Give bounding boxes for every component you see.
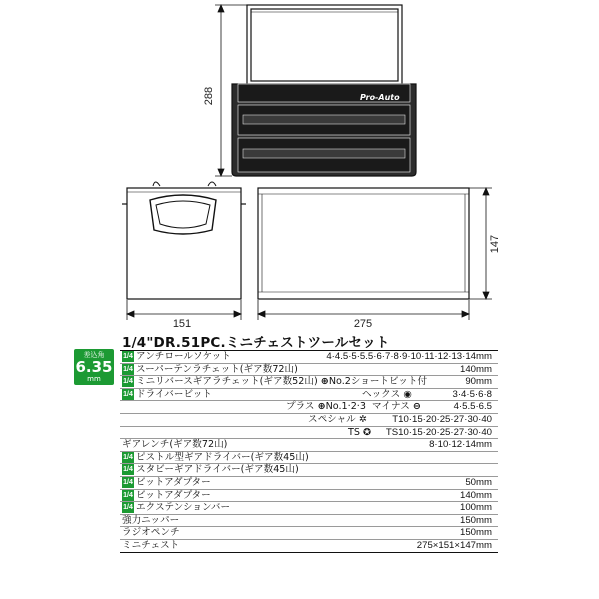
parts-list: [120, 350, 498, 553]
part-label: ビットアダプター: [136, 476, 211, 488]
part-value: 140mm: [460, 363, 492, 375]
product-title: 1/4"DR.51PC.ミニチェストツールセット: [122, 335, 390, 351]
part-value: 100mm: [460, 502, 492, 514]
bit-type-label: マイナス: [372, 401, 410, 413]
list-item: [120, 401, 498, 414]
part-label: ミニリバースギアラチェット(ギア数52山): [136, 376, 318, 388]
part-label: ラジオペンチ: [122, 527, 180, 539]
height-label: 288: [203, 86, 215, 106]
bit-type-label: ヘックス: [362, 388, 401, 400]
width-label: 275: [353, 318, 373, 330]
list-item: [120, 364, 498, 377]
list-item: [120, 502, 498, 515]
quarter-inch-icon: 1/4: [123, 353, 133, 360]
drive-badge-unit: mm: [87, 375, 101, 383]
part-label: ドライバービット: [136, 388, 212, 400]
part-label: 強力ニッパー: [122, 514, 180, 526]
part-label: ビットアダプター: [136, 489, 211, 501]
depth-dimension: [127, 300, 241, 320]
quarter-inch-icon: 1/4: [123, 504, 133, 512]
part-label: アンチロールソケット: [136, 351, 231, 362]
list-item: [120, 452, 498, 465]
list-item: [120, 414, 498, 427]
slotted-icon: ⊖: [412, 401, 421, 413]
list-item: [120, 439, 498, 452]
drawer-height-label: 147: [489, 234, 501, 254]
list-item: [120, 464, 498, 477]
part-value: 50mm: [465, 476, 492, 488]
part-label: ミニチェスト: [122, 539, 180, 551]
torx-icon: ✲: [358, 413, 367, 425]
quarter-inch-icon: 1/4: [123, 466, 133, 474]
part-value: 150mm: [460, 514, 492, 526]
width-dimension: [258, 300, 469, 320]
list-item: [120, 490, 498, 503]
part-value: 140mm: [460, 489, 492, 501]
hex-icon: ◉: [403, 388, 412, 400]
quarter-inch-icon: 1/4: [123, 453, 133, 461]
part-label: エクステンションバー: [136, 502, 231, 514]
quarter-inch-icon: 1/4: [123, 478, 133, 486]
depth-label: 151: [172, 318, 192, 330]
logo-text: Pro-Auto: [360, 93, 400, 102]
list-item: [120, 527, 498, 540]
bit-type-label: スペシャル: [308, 413, 356, 425]
width-view: [258, 188, 469, 299]
bit-type-label: プラス: [286, 401, 315, 413]
part-value: 150mm: [460, 527, 492, 539]
part-value: 90mm: [465, 376, 492, 388]
quarter-inch-icon: 1/4: [123, 378, 133, 386]
bit-type-value: No.1·2·3: [325, 401, 366, 413]
part-label: スタビーギアドライバー(ギア数45山): [136, 464, 299, 476]
quarter-inch-icon: 1/4: [123, 491, 133, 499]
phillips-icon: ⊕: [317, 401, 326, 413]
bit-type-label: TS: [348, 426, 360, 438]
side-view: [122, 182, 246, 299]
list-item: [120, 427, 498, 440]
list-item: [120, 515, 498, 528]
drive-badge-caption: 差込角: [83, 351, 105, 359]
part-value: 3·4·5·6·8: [452, 388, 492, 400]
part-value: 4·5.5·6.5: [453, 401, 492, 413]
part-value: TS10·15·20·25·27·30·40: [385, 426, 492, 438]
drive-badge-size: 6.35: [75, 358, 113, 376]
phillips-icon: ⊕: [320, 376, 329, 388]
part-extra: No.2ショートビット付: [328, 376, 428, 388]
part-label: ギアレンチ(ギア数72山): [122, 439, 228, 451]
list-item: [120, 376, 498, 389]
list-item: [120, 540, 498, 553]
part-value: T10·15·20·25·27·30·40: [392, 413, 492, 425]
list-item: [120, 389, 498, 402]
part-value: 4·4.5·5·5.5·6·7·8·9·10·11·12·13·14mm: [326, 351, 492, 362]
drive-size-badge: [74, 349, 114, 385]
part-label: ピストル型ギアドライバー(ギア数45山): [136, 451, 309, 463]
torx-plus-icon: ✪: [363, 426, 372, 438]
part-value: 275×151×147mm: [416, 539, 492, 551]
part-label: スーパーテンラチェット(ギア数72山): [136, 363, 298, 375]
quarter-inch-icon: 1/4: [123, 365, 133, 373]
front-view: [232, 5, 416, 176]
list-item: [120, 350, 498, 364]
part-value: 8·10·12·14mm: [429, 439, 492, 451]
quarter-inch-icon: 1/4: [123, 390, 133, 398]
list-item: [120, 477, 498, 490]
